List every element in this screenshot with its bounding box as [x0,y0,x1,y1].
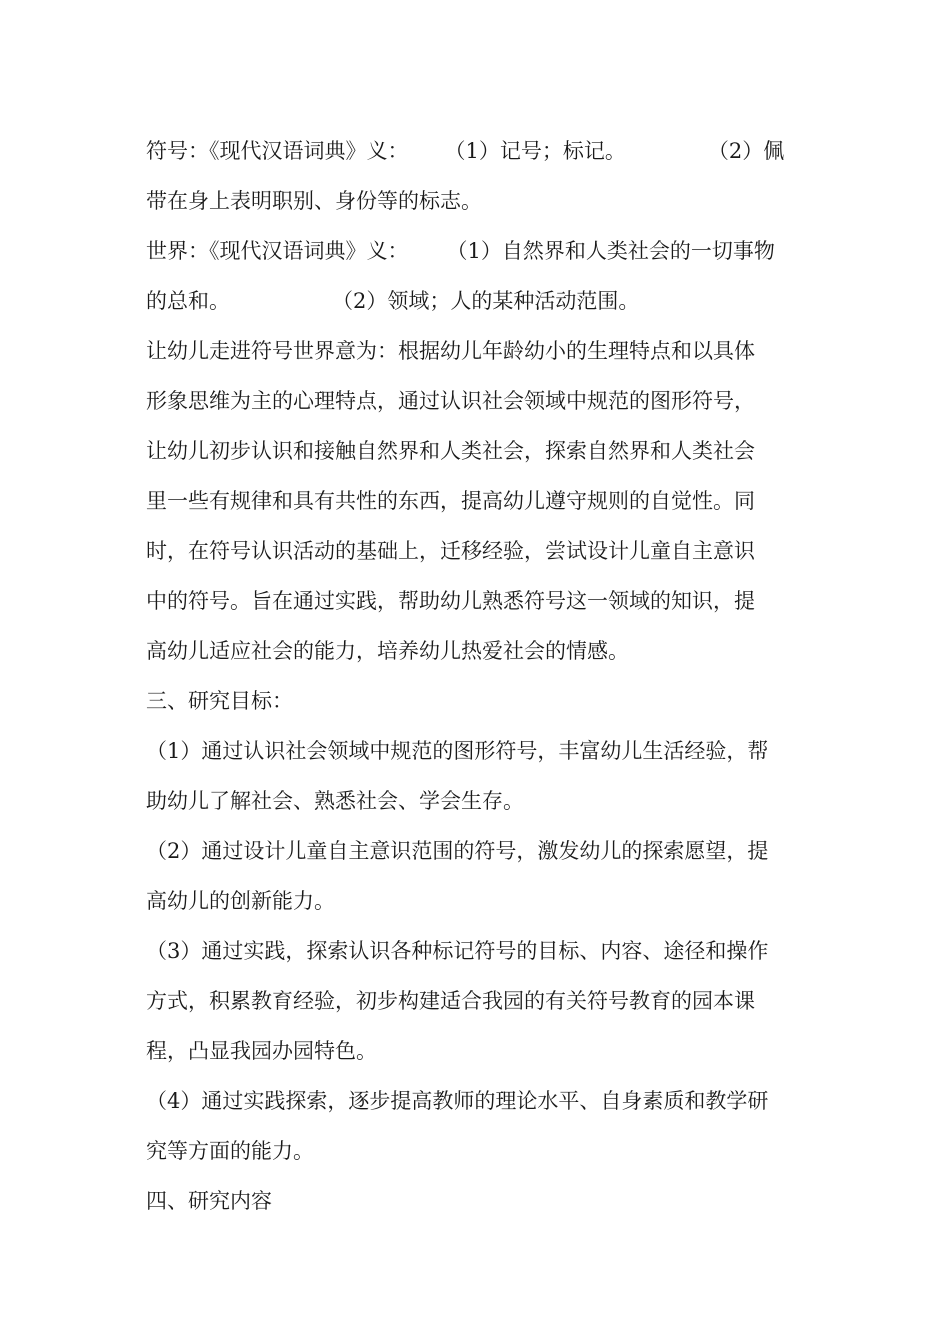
definition-term: 符号：《现代汉语词典》义： [146,139,409,163]
paragraph-line: 中的符号。旨在通过实践，帮助幼儿熟悉符号这一领域的知识，提 [146,589,755,613]
paragraph-line: 里一些有规律和具有共性的东西，提高幼儿遵守规则的自觉性。同 [146,489,755,513]
goal-4-line-1: （4）通过实践探索，逐步提高教师的理论水平、自身素质和教学研 [146,1089,769,1113]
goal-2-line-2: 高幼儿的创新能力。 [146,889,335,913]
definition-term: 世界：《现代汉语词典》义： [146,239,409,263]
definition-shijie-line-2 [146,286,806,316]
goal-3-line-3: 程，凸显我园办园特色。 [146,1039,377,1063]
definition-sense-1: （1）自然界和人类社会的一切事物 [446,239,775,263]
section-heading-content: 四、研究内容 [146,1189,272,1213]
paragraph-line: 形象思维为主的心理特点，通过认识社会领域中规范的图形符号， [146,389,755,413]
section-heading-goals: 三、研究目标： [146,689,293,713]
paragraph-line: 让幼儿走进符号世界意为：根据幼儿年龄幼小的生理特点和以具体 [146,339,755,363]
goal-1-line-1: （1）通过认识社会领域中规范的图形符号，丰富幼儿生活经验，帮 [146,739,769,763]
definition-sense-1: （1）记号；标记。 [444,139,626,163]
definition-sense-2: （2）领域；人的某种活动范围。 [332,289,640,313]
paragraph-line: 高幼儿适应社会的能力，培养幼儿热爱社会的情感。 [146,639,629,663]
goal-1-line-2: 助幼儿了解社会、熟悉社会、学会生存。 [146,789,524,813]
goal-2-line-1: （2）通过设计儿童自主意识范围的符号，激发幼儿的探索愿望，提 [146,839,769,863]
definition-text: 的总和。 [146,289,230,313]
paragraph-line: 时，在符号认识活动的基础上，迁移经验，尝试设计儿童自主意识 [146,539,755,563]
goal-3-line-1: （3）通过实践，探索认识各种标记符号的目标、内容、途径和操作 [146,939,769,963]
definition-shijie-line-1 [146,236,806,266]
definition-fuhao-line-2: 带在身上表明职别、身份等的标志。 [146,189,482,213]
paragraph-line: 让幼儿初步认识和接触自然界和人类社会，探索自然界和人类社会 [146,439,755,463]
definition-fuhao-line-1 [146,136,806,166]
goal-3-line-2: 方式，积累教育经验，初步构建适合我园的有关符号教育的园本课 [146,989,755,1013]
goal-4-line-2: 究等方面的能力。 [146,1139,314,1163]
definition-sense-2: （2）佩 [707,139,785,163]
